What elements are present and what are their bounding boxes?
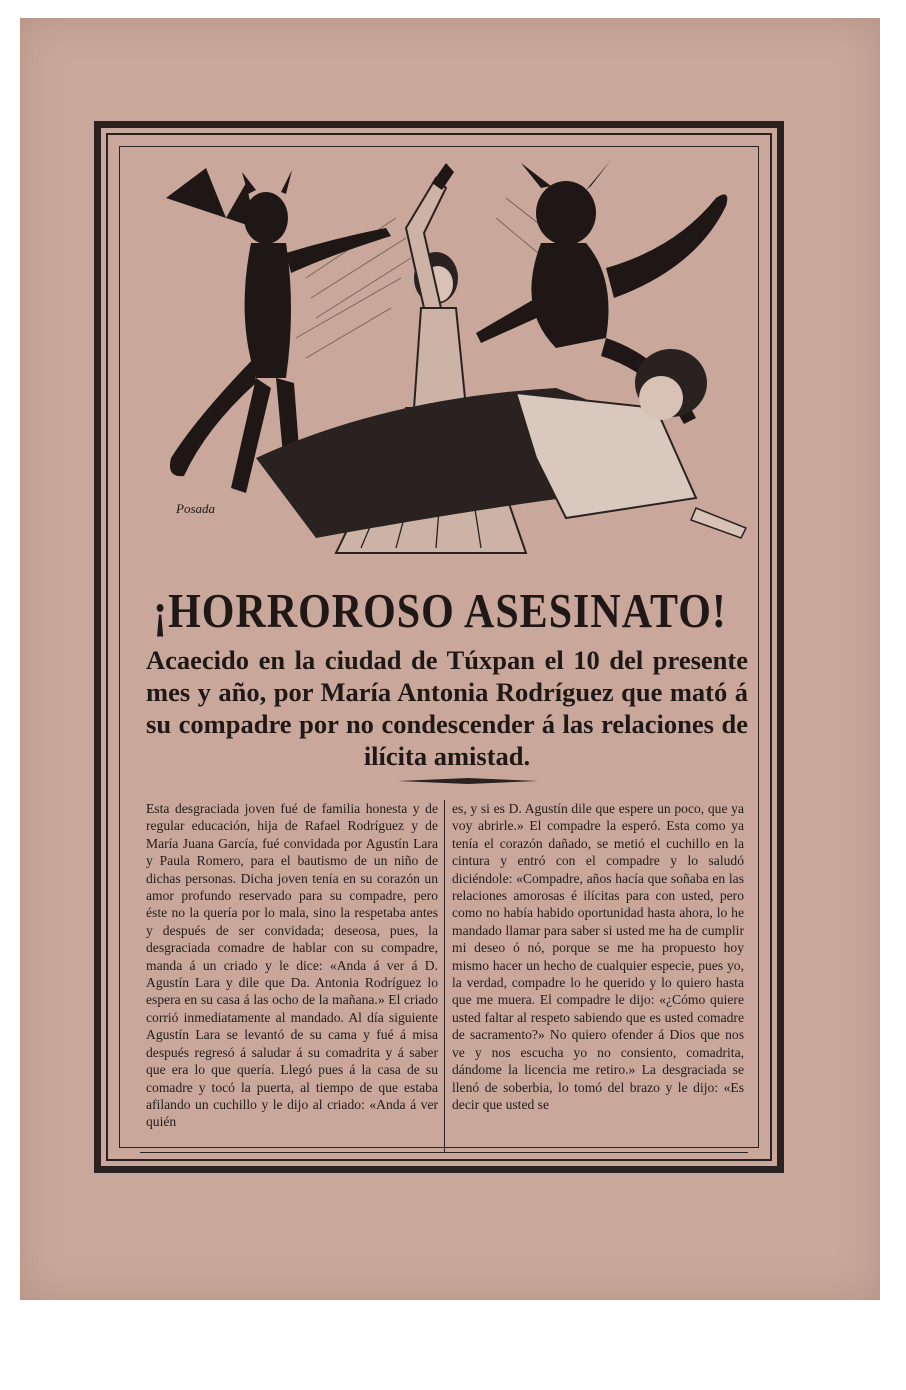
article-column-left: Esta desgraciada joven fué de familia honesta y de regular educación, hija de Rafael Rodríguez y de María Juana García, fué convidada por Agustín Lara y Paula Romero, para el bautismo de un niño de dichas personas. Dicha joven tenía en su corazón un amor profundo reservado para su compadre, pero éste no la quería por lo mala, sino la respetaba antes y después de ser convidada; deseosa, pues, la desgraciada comadre de hablar con su compadre, manda á un criado y le dice: «Anda á ver á D. Agustín Lara y dile que Da. Antonia Rodríguez lo espera en su casa á las ocho de la mañana.» El criado corrió inmediatamente al mandado. Al día siguiente Agustín Lara se levantó de su cama y fué á misa después regresó á saludar á su comadrita y á saber que era lo que quería. Llegó pues á la casa de su comadre y tocó la puerta, al tiempo de que estaba afilando un cuchillo y le dijo al criado: «Anda á ver quién (146, 801, 438, 1130)
artist-signature: Posada (176, 501, 215, 516)
subheadline: Acaecido en la ciudad de Túxpan el 10 del presente mes y año, por María Antonia Rodríguez que mató á su compadre por no condescender á las relaciones de ilícita amistad. (146, 645, 748, 771)
ornamental-rule (398, 778, 538, 784)
column-bottom-rule (140, 1152, 748, 1153)
woodcut-illustration (136, 158, 748, 560)
column-divider (444, 800, 445, 1152)
headline: ¡HORROROSO ASESINATO! (153, 585, 727, 639)
article-column-right: es, y si es D. Agustín dile que espere un poco, que ya voy abrirle.» El compadre la esperó. Esta como ya tenía el corazón dañado, se metió el cuchillo en la cintura y entró con el compadre y lo saludó diciéndole: «Compadre, años hacía que soñaba en las relaciones amorosas é ilícitas para con usted, pero como no había habido oportunidad hasta ahora, lo he mandado llamar para saber si usted me ha de cumplir mi deseo ó nó, porque se me ha propuesto hoy mismo hacer un hecho de cualquier especie, pues yo, la verdad, compadre lo he querido y lo quiero hasta que me muera. El compadre le dijo: «¿Cómo quiere usted faltar al respeto sabiendo que es usted comadre de sacramento?» No quiero ofender á Dios que nos ve y nos escucha yo no consiento, comadrita, dándome la licencia me retiro.» La desgraciada se llenó de soberbia, lo tomó del brazo y le dijo: «Es decir que usted se (452, 801, 744, 1112)
